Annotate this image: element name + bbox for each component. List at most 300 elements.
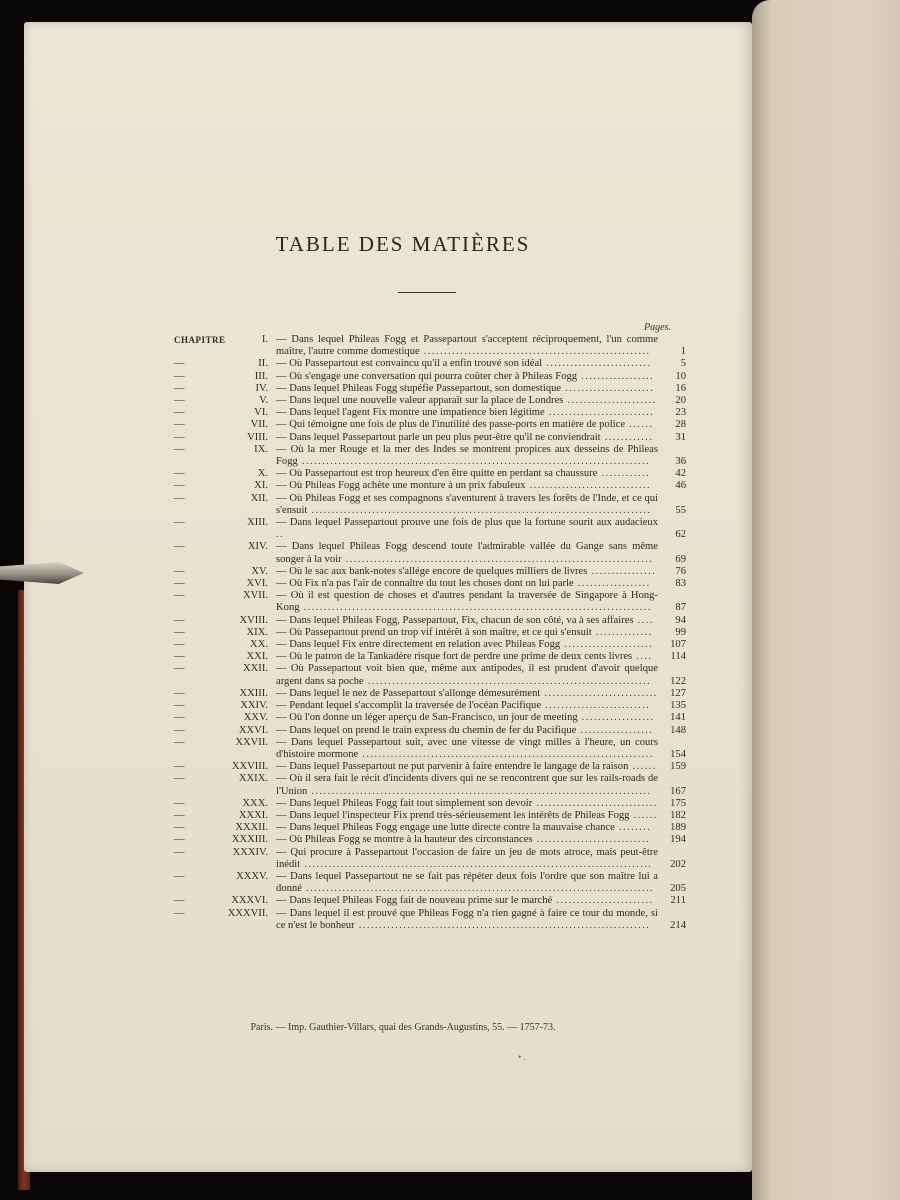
leader-dots: .............................. <box>532 797 658 809</box>
page-title: TABLE DES MATIÈRES <box>275 232 531 256</box>
toc-entry-lead <box>174 407 272 419</box>
toc-entry-lead <box>174 773 272 785</box>
chapter-label: — <box>174 724 185 736</box>
toc-entry-lead <box>174 798 272 810</box>
page-number: 20 <box>675 395 686 407</box>
toc-entry <box>174 810 686 822</box>
chapter-title <box>276 407 686 419</box>
chapter-number: XXXIV. <box>232 846 268 858</box>
chapter-title-text: — Dans lequel Fix entre directement en relation avec Phileas Fogg <box>276 639 561 651</box>
leader-dots: ........ <box>614 822 652 834</box>
leader-dots: .......................... <box>544 407 655 419</box>
leader-dots: .......................... <box>542 358 652 370</box>
toc-entry-lead <box>174 517 272 529</box>
leader-dots: .............. <box>591 626 653 638</box>
toc-entry <box>174 383 686 395</box>
chapter-title <box>276 395 686 407</box>
chapter-title-text: — Où Passepartout voit bien que, même aux antipodes, il est prudent d'avoir quelque argent dans sa poche <box>276 663 658 687</box>
leader-dots: ...................... <box>563 395 657 407</box>
chapter-number: XXXVI. <box>231 895 268 907</box>
chapter-title <box>276 712 686 724</box>
chapter-title <box>276 895 686 907</box>
page-number: 87 <box>675 602 686 614</box>
chapter-label: — <box>174 870 185 882</box>
page-number: 69 <box>675 553 686 565</box>
chapter-label: — <box>174 419 185 431</box>
chapter-title <box>276 419 686 431</box>
chapter-number: XIV. <box>247 541 268 553</box>
page-number: 16 <box>675 382 686 394</box>
page-number: 31 <box>675 431 686 443</box>
toc-entry <box>174 419 686 431</box>
toc-entry-lead <box>174 651 272 663</box>
chapter-number: XXXI. <box>238 809 268 821</box>
chapter-title <box>276 663 686 687</box>
leader-dots: ...................................................................................... <box>299 602 652 614</box>
chapter-number: XV. <box>251 565 268 577</box>
page-number: 10 <box>675 370 686 382</box>
toc-entry <box>174 908 686 932</box>
toc-entry-lead <box>174 737 272 749</box>
page-number: 211 <box>670 895 686 907</box>
chapter-number: XXIX. <box>238 773 268 785</box>
chapter-number: XXII. <box>242 663 268 675</box>
ornament-mark: • . <box>518 1052 526 1062</box>
page-number: 1 <box>680 346 686 358</box>
toc-entry-lead <box>174 663 272 675</box>
toc-entry-lead <box>174 627 272 639</box>
page-number: 135 <box>670 700 686 712</box>
leader-dots: ............................ <box>532 834 650 846</box>
chapter-title-text: — Dans lequel Passepartout ne se fait pas répéter deux fois l'ordre que son maître lui a donné <box>276 870 658 895</box>
chapter-title-text: — Dans lequel Passepartout suit, avec une vitesse de vingt milles à l'heure, un cours d'histoire mormone <box>276 736 658 760</box>
chapter-title <box>276 639 686 651</box>
toc-entry-lead <box>174 444 272 456</box>
page-number: 205 <box>670 883 686 895</box>
book-page <box>24 22 752 1172</box>
chapter-title-text: — Dans lequel Phileas Fogg stupéfie Passepartout, son domestique <box>276 382 562 394</box>
toc-entry-lead <box>174 493 272 505</box>
chapter-label: — <box>174 761 185 773</box>
chapter-title-text: — Où s'engage une conversation qui pourra coûter cher à Phileas Fogg <box>276 370 578 382</box>
chapter-title-text: — Dans lequel on prend le train express du chemin de fer du Pacifique <box>276 724 577 736</box>
toc-entry <box>174 395 686 407</box>
chapter-title-text: — Dans lequel Phileas Fogg fait tout simplement son devoir <box>276 797 533 809</box>
chapter-label: — <box>174 614 185 626</box>
chapter-label: — <box>174 468 185 480</box>
chapter-title-text: — Dans lequel l'inspecteur Fix prend très-sérieusement les intérêts de Phileas Fogg <box>276 809 630 821</box>
chapter-title <box>276 810 686 822</box>
chapter-label: — <box>174 822 185 834</box>
toc-entry-lead <box>174 578 272 590</box>
toc-entry-lead <box>174 371 272 383</box>
toc-entry-lead <box>174 871 272 883</box>
chapter-label: — <box>174 480 185 492</box>
chapter-number: XI. <box>254 480 268 492</box>
chapter-label: — <box>174 809 185 821</box>
chapter-number: IX. <box>254 443 268 455</box>
toc-entry <box>174 847 686 871</box>
toc-entry-lead <box>174 700 272 712</box>
chapter-label: — <box>174 541 185 553</box>
chapter-number: XXIV. <box>240 700 268 712</box>
chapter-title <box>276 578 686 590</box>
chapter-title-text: — Où il est question de choses et d'autres pendant la traversée de Singapore à Hong-Kong <box>276 590 658 614</box>
leader-dots: ........................................................................ <box>358 748 654 760</box>
leader-dots: ...................................................................................... <box>297 456 651 468</box>
chapter-label: — <box>174 626 185 638</box>
chapter-label: — <box>174 431 185 443</box>
toc-entry <box>174 480 686 492</box>
table-of-contents <box>174 334 686 932</box>
page-number: 214 <box>670 919 686 931</box>
toc-entry <box>174 578 686 590</box>
chapter-number: XXVI. <box>238 724 268 736</box>
chapter-title-text: — Dans lequel Passepartout ne put parvenir à faire entendre le langage de la raison <box>276 761 629 773</box>
chapter-title-text: — Dans lequel une nouvelle valeur apparaît sur la place de Londres <box>276 395 564 407</box>
toc-entry-lead <box>174 895 272 907</box>
leader-dots: ...................................................................... <box>363 675 652 687</box>
chapter-label: — <box>174 590 185 602</box>
chapter-title <box>276 798 686 810</box>
leader-dots: .... <box>632 651 653 663</box>
toc-entry-lead <box>174 810 272 822</box>
page-number: 202 <box>670 858 686 870</box>
chapter-label: — <box>174 712 185 724</box>
toc-entry-lead <box>174 639 272 651</box>
page-number: 55 <box>675 504 686 516</box>
chapter-title <box>276 737 686 761</box>
chapter-label: — <box>174 443 185 455</box>
chapter-title <box>276 383 686 395</box>
leader-dots: .. <box>276 529 285 541</box>
chapter-title-text: — Où le patron de la Tankadère risque fort de perdre une prime de deux cents livres <box>276 651 633 663</box>
chapter-title-text: — Dans lequel l'agent Fix montre une impatience bien légitime <box>276 407 545 419</box>
facing-page <box>752 0 900 1200</box>
leader-dots: .................................................................................... <box>307 785 652 797</box>
leader-dots: ............ <box>600 431 654 443</box>
chapter-title <box>276 371 686 383</box>
chapter-number: VI. <box>254 407 268 419</box>
leader-dots: ...................... <box>560 639 654 651</box>
chapter-label: CHAPITRE <box>174 335 226 345</box>
chapter-title <box>276 444 686 468</box>
toc-entry-lead <box>174 432 272 444</box>
leader-dots: ...... <box>628 761 657 773</box>
toc-entry <box>174 517 686 541</box>
chapter-number: X. <box>257 468 268 480</box>
toc-entry-lead <box>174 847 272 859</box>
page-number: 42 <box>675 468 686 480</box>
chapter-number: XVIII. <box>239 614 268 626</box>
chapter-label: — <box>174 492 185 504</box>
page-number: 141 <box>670 712 686 724</box>
chapter-title <box>276 517 686 541</box>
chapter-title-text: — Qui procure à Passepartout l'occasion de faire un jeu de mots atroce, mais peut-être inédit <box>276 846 658 870</box>
chapter-title <box>276 566 686 578</box>
chapter-label: — <box>174 651 185 663</box>
leader-dots: ............................................................................ <box>341 553 654 565</box>
toc-entry-lead <box>174 908 272 920</box>
chapter-title-text: — Où Passepartout est trop heureux d'en être quitte en perdant sa chaussure <box>276 468 598 480</box>
toc-entry-lead <box>174 834 272 846</box>
toc-entry-lead <box>174 712 272 724</box>
pages-column-label: Pages. <box>644 322 671 333</box>
page-number: 36 <box>675 456 686 468</box>
chapter-title-text: — Dans lequel Passepartout parle un peu plus peut-être qu'il ne conviendrait <box>276 431 601 443</box>
toc-entry <box>174 468 686 480</box>
page-number: 107 <box>670 639 686 651</box>
toc-entry <box>174 834 686 846</box>
toc-entry <box>174 688 686 700</box>
chapter-label: — <box>174 907 185 919</box>
leader-dots: ...................................................................................... <box>300 858 653 870</box>
chapter-number: XXXV. <box>236 870 268 882</box>
chapter-number: IV. <box>255 382 268 394</box>
toc-entry-lead <box>174 688 272 700</box>
chapter-label: — <box>174 663 185 675</box>
chapter-number: XXV. <box>243 712 268 724</box>
chapter-title-text: — Où l'on donne un léger aperçu de San-Francisco, un jour de meeting <box>276 712 578 724</box>
leader-dots: ........................................................................ <box>354 919 651 931</box>
toc-entry-lead <box>174 725 272 737</box>
toc-entry <box>174 871 686 895</box>
chapter-number: XXIII. <box>239 687 268 699</box>
toc-entry <box>174 700 686 712</box>
chapter-number: III. <box>254 370 268 382</box>
page-number: 175 <box>670 797 686 809</box>
chapter-title-text: — Pendant lequel s'accomplit la traversée de l'océan Pacifique <box>276 700 542 712</box>
chapter-title-text: — Où Passepartout prend un trop vif intérêt à son maître, et ce qui s'ensuit <box>276 626 592 638</box>
toc-entry <box>174 639 686 651</box>
chapter-title-text: — Où Phileas Fogg achète une monture à un prix fabuleux <box>276 480 526 492</box>
page-number: 122 <box>670 675 686 687</box>
chapter-title <box>276 651 686 663</box>
chapter-number: XIII. <box>247 517 268 529</box>
chapter-label: — <box>174 846 185 858</box>
printer-imprint: Paris. — Imp. Gauthier-Villars, quai des Grands-Augustins, 55. — 1757-73. <box>250 1022 556 1033</box>
chapter-label: — <box>174 395 185 407</box>
leader-dots: .................................................................................... <box>307 504 652 516</box>
chapter-title <box>276 432 686 444</box>
page-number: 28 <box>675 419 686 431</box>
chapter-title <box>276 725 686 737</box>
toc-entry <box>174 407 686 419</box>
chapter-number: XXX. <box>242 797 268 809</box>
chapter-number: XXVII. <box>235 736 268 748</box>
chapter-title <box>276 834 686 846</box>
page-number: 114 <box>670 651 686 663</box>
leader-dots: ...................................................................................... <box>301 883 655 895</box>
chapter-title-text: — Où Phileas Fogg et ses compagnons s'aventurent à travers les forêts de l'Inde, et ce qui s'ensuit <box>276 492 658 516</box>
page-number: 83 <box>675 578 686 590</box>
toc-entry <box>174 627 686 639</box>
chapter-title <box>276 468 686 480</box>
toc-entry-lead <box>174 358 272 370</box>
toc-entry <box>174 822 686 834</box>
chapter-title-text: — Où Fix n'a pas l'air de connaître du tout les choses dont on lui parle <box>276 578 574 590</box>
chapter-title <box>276 358 686 370</box>
chapter-number: XVII. <box>242 590 268 602</box>
leader-dots: .................. <box>576 724 654 736</box>
chapter-number: XXXIII. <box>231 834 268 846</box>
toc-entry <box>174 493 686 517</box>
toc-entry <box>174 566 686 578</box>
toc-entry-lead <box>174 383 272 395</box>
chapter-title <box>276 773 686 797</box>
chapter-title <box>276 541 686 565</box>
toc-entry-lead <box>174 590 272 602</box>
page-number: 182 <box>670 809 686 821</box>
page-number: 94 <box>675 614 686 626</box>
chapter-label: — <box>174 736 185 748</box>
page-number: 46 <box>675 480 686 492</box>
leader-dots: ............................ <box>540 687 658 699</box>
chapter-label: — <box>174 382 185 394</box>
page-number: 5 <box>680 358 686 370</box>
chapter-title <box>276 908 686 932</box>
chapter-label: — <box>174 895 185 907</box>
chapter-title-text: — Dans lequel il est prouvé que Phileas Fogg n'a rien gagné à faire ce tour du monde, si ce n'est le bonheur <box>276 907 658 931</box>
chapter-number: XVI. <box>246 578 268 590</box>
chapter-label: — <box>174 700 185 712</box>
chapter-number: XXXII. <box>235 822 268 834</box>
chapter-title-text: — Où la mer Rouge et la mer des Indes se montrent propices aux desseins de Phileas Fogg <box>276 443 658 468</box>
toc-entry-lead <box>174 615 272 627</box>
chapter-number: XII. <box>250 492 268 504</box>
chapter-number: XIX. <box>246 626 268 638</box>
chapter-title <box>276 871 686 895</box>
toc-entry <box>174 798 686 810</box>
chapter-label: — <box>174 565 185 577</box>
chapter-label: — <box>174 578 185 590</box>
chapter-number: XXI. <box>246 651 268 663</box>
chapter-title <box>276 590 686 614</box>
toc-entry-lead <box>174 541 272 553</box>
page-number: 99 <box>675 626 686 638</box>
chapter-label: — <box>174 797 185 809</box>
toc-entry <box>174 590 686 614</box>
page-number: 127 <box>670 687 686 699</box>
chapter-title-text: — Où Passepartout est convaincu qu'il a enfin trouvé son idéal <box>276 358 543 370</box>
toc-entry-lead <box>174 822 272 834</box>
title-divider <box>398 292 456 293</box>
page-number: 23 <box>675 407 686 419</box>
chapter-title <box>276 615 686 627</box>
leader-dots: .................. <box>573 578 651 590</box>
toc-entry <box>174 334 686 358</box>
chapter-title-text: — Dans lequel le nez de Passepartout s'allonge démesurément <box>276 687 541 699</box>
chapter-title <box>276 334 686 358</box>
chapter-title <box>276 700 686 712</box>
chapter-number: I. <box>261 334 268 345</box>
toc-entry-lead <box>174 480 272 492</box>
toc-entry <box>174 663 686 687</box>
leader-dots: ................ <box>587 565 657 577</box>
leader-dots: ........................................................ <box>419 346 651 358</box>
chapter-title-text: — Où le sac aux bank-notes s'allége encore de quelques milliers de livres <box>276 565 588 577</box>
chapter-title-text: — Dans lequel Phileas Fogg, Passepartout, Fix, chacun de son côté, va à ses affaires <box>276 614 634 626</box>
chapter-title-text: — Où Phileas Fogg se montre à la hauteur des circonstances <box>276 834 533 846</box>
page-number: 62 <box>675 529 686 541</box>
page-number: 76 <box>675 565 686 577</box>
toc-entry <box>174 895 686 907</box>
chapter-label: — <box>174 370 185 382</box>
leader-dots: ...... <box>625 419 654 431</box>
toc-entry <box>174 761 686 773</box>
toc-entry <box>174 444 686 468</box>
toc-entry <box>174 358 686 370</box>
toc-entry <box>174 432 686 444</box>
page-number: 194 <box>670 834 686 846</box>
leader-dots: .......................... <box>541 700 651 712</box>
toc-entry <box>174 651 686 663</box>
leader-dots: .................. <box>577 370 655 382</box>
chapter-title-text: — Dans lequel Phileas Fogg engage une lutte directe contre la mauvaise chance <box>276 822 615 834</box>
chapter-title <box>276 761 686 773</box>
toc-entry-lead <box>174 566 272 578</box>
leader-dots: ............ <box>597 468 651 480</box>
page-number: 154 <box>670 748 686 760</box>
page-number: 148 <box>670 724 686 736</box>
chapter-title-text: — Dans lequel Phileas Fogg et Passepartout s'acceptent réciproquement, l'un comme maître, l'autre comme domestique <box>276 334 658 358</box>
toc-entry-lead <box>174 334 272 346</box>
chapter-label: — <box>174 834 185 846</box>
chapter-label: — <box>174 639 185 651</box>
chapter-number: VII. <box>250 419 268 431</box>
chapter-title <box>276 688 686 700</box>
toc-entry <box>174 371 686 383</box>
leader-dots: .............................. <box>525 480 651 492</box>
toc-entry <box>174 773 686 797</box>
chapter-label: — <box>174 773 185 785</box>
leader-dots: .... <box>633 614 654 626</box>
toc-entry <box>174 737 686 761</box>
leader-dots: ...... <box>629 809 658 821</box>
leader-dots: .................. <box>577 712 655 724</box>
chapter-label: — <box>174 358 185 370</box>
chapter-title-text: — Qui témoigne une fois de plus de l'inutilité des passe-ports en matière de police <box>276 419 626 431</box>
leader-dots: ........................ <box>552 895 654 907</box>
toc-entry-lead <box>174 419 272 431</box>
chapter-number: XXXVII. <box>227 907 268 919</box>
chapter-title-text: — Où il sera fait le récit d'incidents divers qui ne se rencontrent que sur les rails-roads de l'Union <box>276 773 658 797</box>
toc-entry <box>174 712 686 724</box>
chapter-number: XXVIII. <box>231 761 268 773</box>
chapter-title-text: — Dans lequel Phileas Fogg fait de nouveau prime sur le marché <box>276 895 553 907</box>
chapter-number: II. <box>258 358 268 370</box>
chapter-title-text: — Dans lequel Phileas Fogg descend toute l'admirable vallée du Gange sans même songer à la voir <box>276 541 658 565</box>
chapter-number: V. <box>259 395 268 407</box>
leader-dots: ...................... <box>561 382 655 394</box>
chapter-title <box>276 493 686 517</box>
chapter-title <box>276 822 686 834</box>
toc-entry-lead <box>174 761 272 773</box>
page-number: 167 <box>670 785 686 797</box>
chapter-label: — <box>174 407 185 419</box>
chapter-title <box>276 627 686 639</box>
chapter-label: — <box>174 517 185 529</box>
chapter-title-text: — Dans lequel Passepartout prouve une fois de plus que la fortune sourit aux audacieux <box>276 517 658 529</box>
chapter-title <box>276 847 686 871</box>
toc-entry-lead <box>174 395 272 407</box>
chapter-label: — <box>174 687 185 699</box>
chapter-number: VIII. <box>247 431 268 443</box>
toc-entry <box>174 725 686 737</box>
chapter-number: XX. <box>250 639 268 651</box>
chapter-title <box>276 480 686 492</box>
toc-entry <box>174 541 686 565</box>
